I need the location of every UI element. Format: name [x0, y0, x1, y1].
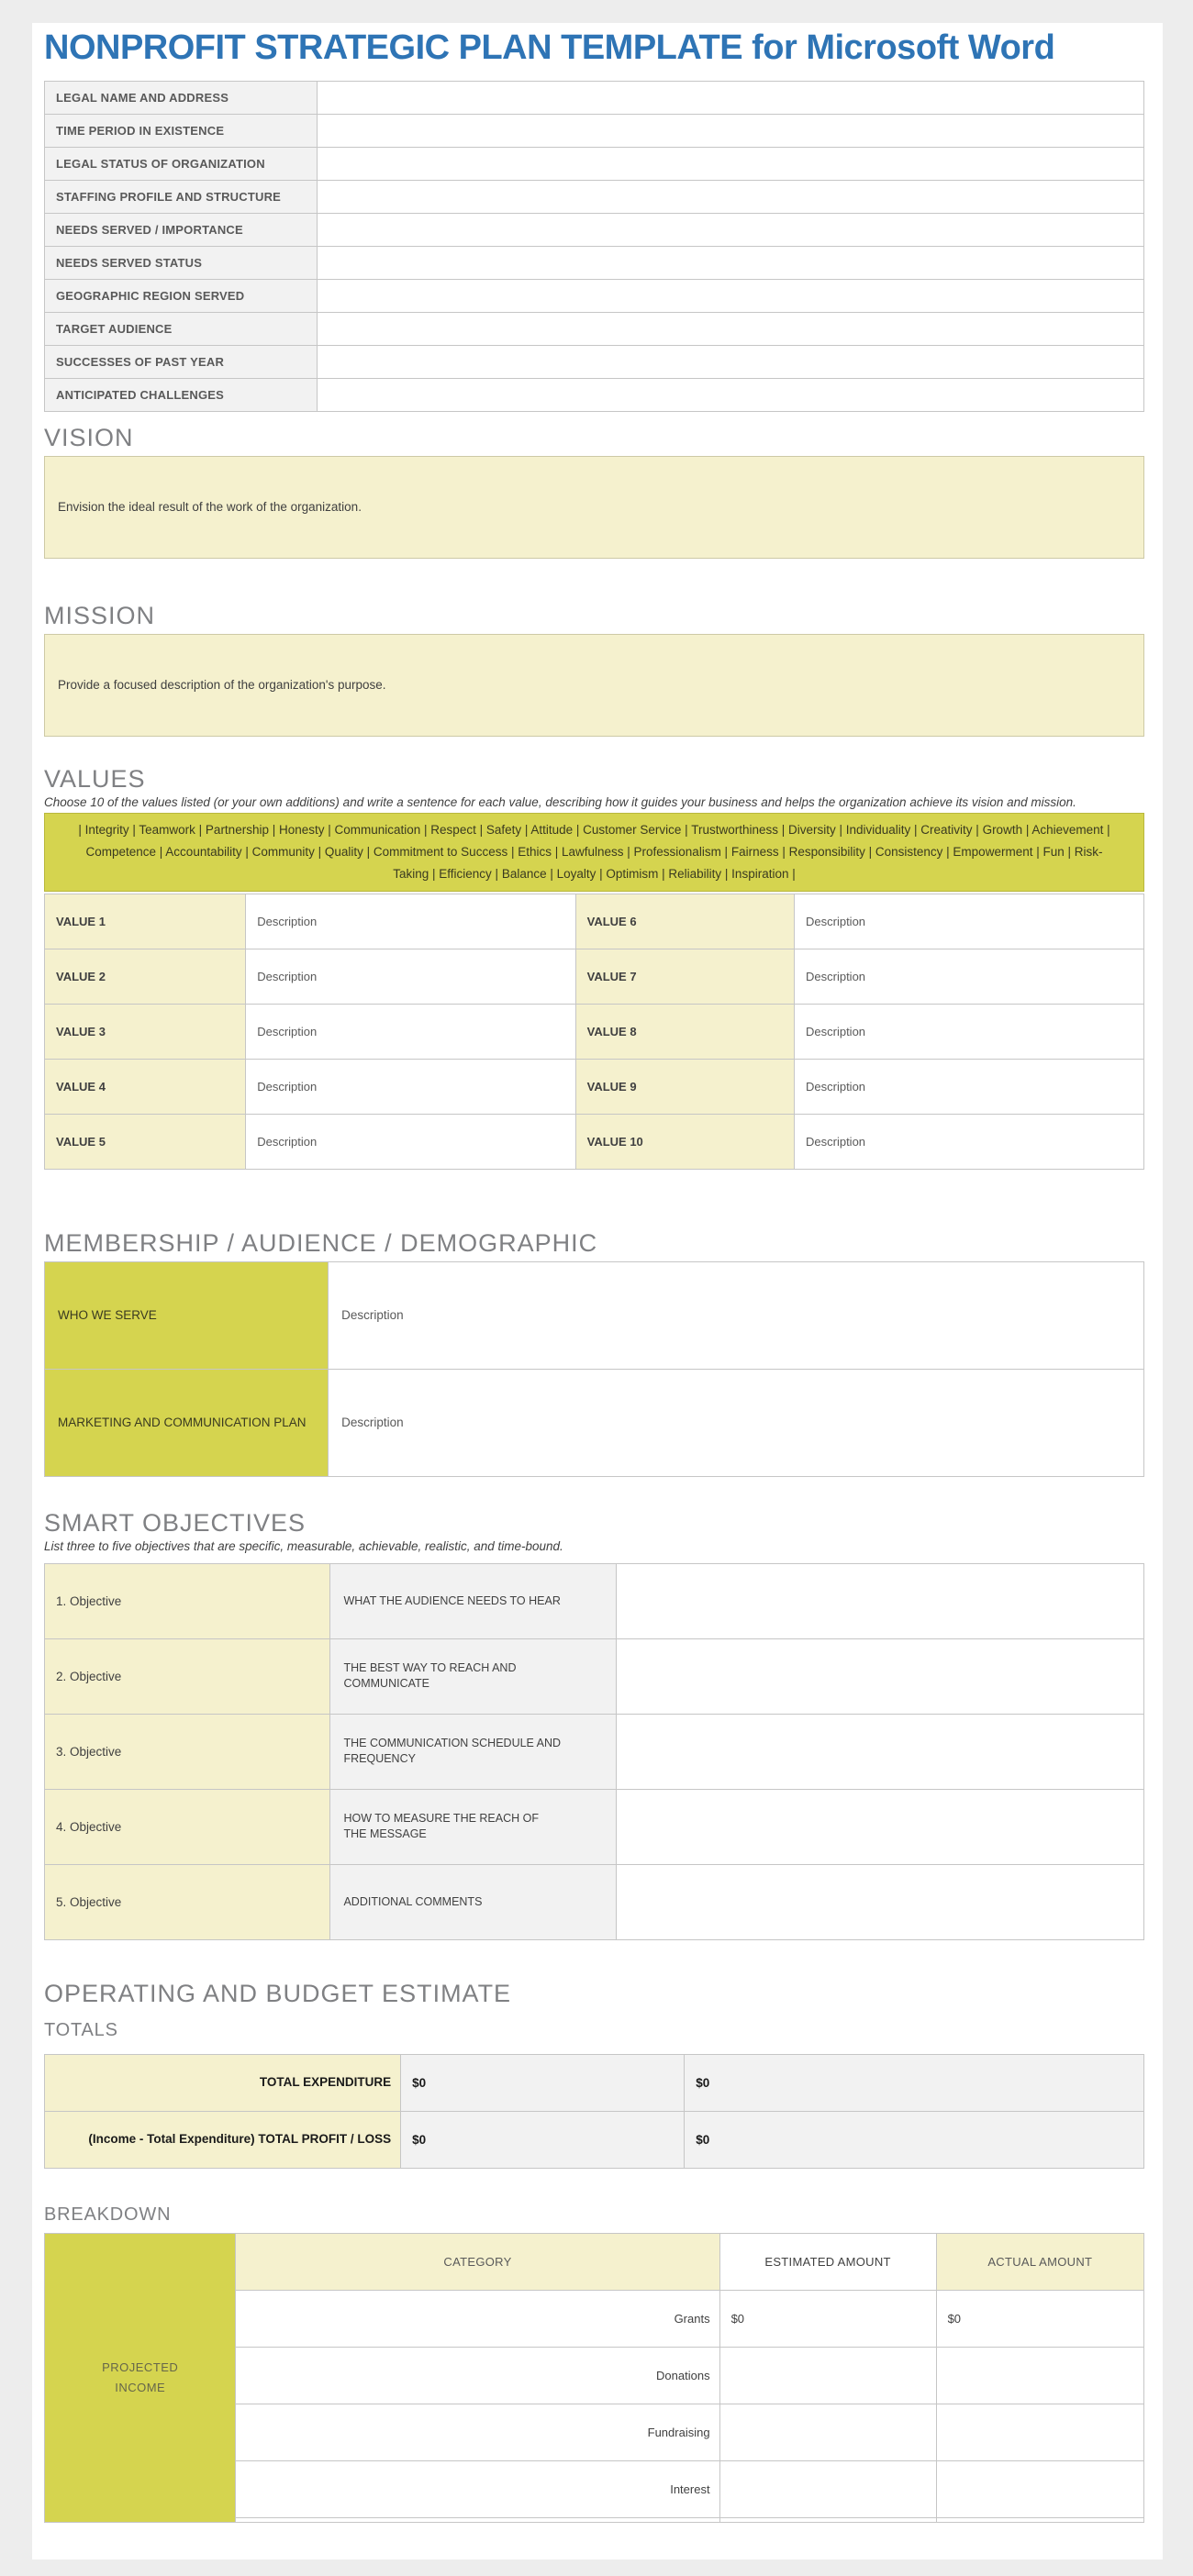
breakdown-actual-input[interactable]: [936, 2460, 1143, 2517]
mission-heading: MISSION: [44, 601, 156, 629]
table-row: [45, 147, 1144, 180]
values-heading: VALUES: [44, 764, 146, 793]
smart-objectives-heading: SMART OBJECTIVES: [44, 1508, 307, 1537]
table-row: [45, 1638, 1144, 1714]
values-table: [44, 894, 1144, 1170]
objective-label: 4. Objective: [45, 1789, 330, 1864]
table-row: [45, 1714, 1144, 1789]
value-description-input[interactable]: Description: [246, 1059, 575, 1114]
mission-placeholder: Provide a focused description of the organization's purpose.: [58, 678, 386, 693]
breakdown-actual-input: [936, 2517, 1143, 2522]
totals-estimated-input[interactable]: $0: [401, 2054, 685, 2111]
info-row-input[interactable]: [318, 345, 1144, 378]
info-row-input[interactable]: [318, 147, 1144, 180]
vision-input-box[interactable]: [44, 456, 1144, 559]
totals-estimated-input[interactable]: $0: [401, 2111, 685, 2168]
objective-prompt: [330, 1789, 616, 1864]
values-instruction: Choose 10 of the values listed (or your own additions) and write a sentence for each value, describing how it guides your business and helps the organization achieve its vision and mission.: [44, 794, 1076, 809]
table-row: [45, 1261, 1144, 1369]
value-description-input[interactable]: Description: [795, 1059, 1144, 1114]
value-label: VALUE 9: [575, 1059, 794, 1114]
totals-actual-input[interactable]: $0: [685, 2054, 1144, 2111]
info-row-label: NEEDS SERVED STATUS: [45, 246, 318, 279]
value-label: VALUE 5: [45, 1114, 246, 1169]
objective-prompt: [330, 1563, 616, 1638]
info-row-input[interactable]: [318, 312, 1144, 345]
info-row-label: SUCCESSES OF PAST YEAR: [45, 345, 318, 378]
budget-totals-table: [44, 2054, 1144, 2169]
table-row: [45, 2054, 1144, 2111]
page-title: NONPROFIT STRATEGIC PLAN TEMPLATE for Microsoft Word: [44, 28, 1055, 67]
objective-input[interactable]: [616, 1714, 1143, 1789]
breakdown-group-label-text: PROJECTED INCOME: [102, 2359, 179, 2394]
objective-label: 2. Objective: [45, 1638, 330, 1714]
objective-prompt-text: THE BEST WAY TO REACH AND COMMUNICATE: [343, 1661, 517, 1691]
objective-prompt-text: ADDITIONAL COMMENTS: [343, 1894, 483, 1908]
objective-prompt: [330, 1864, 616, 1939]
value-description-input[interactable]: Description: [795, 949, 1144, 1004]
breakdown-estimated-input[interactable]: [719, 2404, 936, 2460]
smart-objectives-instruction: List three to five objectives that are specific, measurable, achievable, realistic, and time-bound.: [44, 1538, 563, 1553]
table-row: [45, 312, 1144, 345]
budget-breakdown-table: [44, 2233, 1144, 2523]
breakdown-category-label: Grants: [236, 2290, 719, 2347]
breakdown-group-label: [45, 2233, 236, 2522]
mission-input-box[interactable]: [44, 634, 1144, 737]
table-row: [45, 1789, 1144, 1864]
membership-heading: MEMBERSHIP / AUDIENCE / DEMOGRAPHIC: [44, 1228, 598, 1257]
value-label: VALUE 8: [575, 1004, 794, 1059]
value-description-input[interactable]: Description: [795, 1004, 1144, 1059]
membership-description-input[interactable]: Description: [329, 1261, 1144, 1369]
table-row: [45, 894, 1144, 949]
table-row: [45, 114, 1144, 147]
value-label: VALUE 7: [575, 949, 794, 1004]
objective-prompt: [330, 1714, 616, 1789]
table-row: [45, 949, 1144, 1004]
totals-row-label: TOTAL EXPENDITURE: [45, 2054, 401, 2111]
objective-prompt: [330, 1638, 616, 1714]
info-row-label: LEGAL NAME AND ADDRESS: [45, 81, 318, 114]
membership-row-label: MARKETING AND COMMUNICATION PLAN: [45, 1369, 329, 1476]
table-row: [45, 2233, 1144, 2290]
objective-input[interactable]: [616, 1563, 1143, 1638]
value-description-input[interactable]: Description: [246, 1114, 575, 1169]
info-row-input[interactable]: [318, 213, 1144, 246]
table-row: [45, 180, 1144, 213]
budget-heading: OPERATING AND BUDGET ESTIMATE: [44, 1979, 512, 2007]
objective-label: 1. Objective: [45, 1563, 330, 1638]
column-header-estimated: ESTIMATED AMOUNT: [719, 2233, 936, 2290]
info-row-input[interactable]: [318, 114, 1144, 147]
table-row: [45, 345, 1144, 378]
value-label: VALUE 6: [575, 894, 794, 949]
value-label: VALUE 10: [575, 1114, 794, 1169]
membership-description-input[interactable]: Description: [329, 1369, 1144, 1476]
table-row: [45, 1369, 1144, 1476]
objective-label: 3. Objective: [45, 1714, 330, 1789]
breakdown-actual-input[interactable]: [936, 2347, 1143, 2404]
objective-input[interactable]: [616, 1638, 1143, 1714]
breakdown-estimated-input[interactable]: [719, 2347, 936, 2404]
breakdown-estimated-input: [719, 2517, 936, 2522]
table-row: [45, 378, 1144, 411]
breakdown-category-label: Interest: [236, 2460, 719, 2517]
info-row-label: GEOGRAPHIC REGION SERVED: [45, 279, 318, 312]
table-row: [45, 279, 1144, 312]
table-row: [45, 246, 1144, 279]
membership-table: [44, 1261, 1144, 1477]
value-description-input[interactable]: Description: [795, 1114, 1144, 1169]
objective-label: 5. Objective: [45, 1864, 330, 1939]
value-description-input[interactable]: Description: [795, 894, 1144, 949]
breakdown-subheading: BREAKDOWN: [44, 2204, 172, 2225]
breakdown-category-label: Fundraising: [236, 2404, 719, 2460]
document-page: [32, 23, 1163, 2559]
table-row: [45, 1114, 1144, 1169]
totals-row-label: (Income - Total Expenditure) TOTAL PROFIT / LOSS: [45, 2111, 401, 2168]
info-row-input[interactable]: [318, 279, 1144, 312]
smart-objectives-table: [44, 1563, 1144, 1940]
breakdown-estimated-input[interactable]: $0: [719, 2290, 936, 2347]
info-row-label: TIME PERIOD IN EXISTENCE: [45, 114, 318, 147]
table-row: [45, 1864, 1144, 1939]
membership-row-label: WHO WE SERVE: [45, 1261, 329, 1369]
info-row-label: ANTICIPATED CHALLENGES: [45, 378, 318, 411]
info-row-label: LEGAL STATUS OF ORGANIZATION: [45, 147, 318, 180]
totals-subheading: TOTALS: [44, 2019, 118, 2040]
vision-placeholder: Envision the ideal result of the work of the organization.: [58, 500, 362, 515]
breakdown-actual-input[interactable]: $0: [936, 2290, 1143, 2347]
organization-info-table: [44, 81, 1144, 412]
totals-actual-input[interactable]: $0: [685, 2111, 1144, 2168]
value-description-input[interactable]: Description: [246, 949, 575, 1004]
value-label: VALUE 2: [45, 949, 246, 1004]
breakdown-category-label: Donations: [236, 2347, 719, 2404]
column-header-category: CATEGORY: [236, 2233, 719, 2290]
value-description-input[interactable]: Description: [246, 894, 575, 949]
vision-heading: VISION: [44, 423, 134, 451]
breakdown-estimated-input[interactable]: [719, 2460, 936, 2517]
table-row: [45, 1004, 1144, 1059]
values-list-box: | Integrity | Teamwork | Partnership | Honesty | Communication | Respect | Safety | Attitude | Customer Service | Trustworthiness | Diversity | Individuality | Creativity | Growth | Achievement | Competence | Accountability | Community | Quality | Commitment to Success | Ethics | Lawfulness | Professionalism | Fairness | Responsibility | Consistency | Empowerment | Fun | Risk-Taking | Efficiency | Balance | Loyalty | Optimism | Reliability | Inspiration |: [44, 813, 1144, 892]
value-label: VALUE 1: [45, 894, 246, 949]
objective-prompt-text: HOW TO MEASURE THE REACH OF THE MESSAGE: [343, 1812, 539, 1841]
table-row: [45, 213, 1144, 246]
value-label: VALUE 3: [45, 1004, 246, 1059]
info-row-input[interactable]: [318, 81, 1144, 114]
info-row-input[interactable]: [318, 378, 1144, 411]
breakdown-actual-input[interactable]: [936, 2404, 1143, 2460]
objective-input[interactable]: [616, 1864, 1143, 1939]
breakdown-category-label: [236, 2517, 719, 2522]
objective-prompt-text: THE COMMUNICATION SCHEDULE AND FREQUENCY: [343, 1737, 562, 1766]
table-row: [45, 1059, 1144, 1114]
info-row-label: STAFFING PROFILE AND STRUCTURE: [45, 180, 318, 213]
info-row-input[interactable]: [318, 246, 1144, 279]
info-row-input[interactable]: [318, 180, 1144, 213]
value-description-input[interactable]: Description: [246, 1004, 575, 1059]
value-label: VALUE 4: [45, 1059, 246, 1114]
info-row-label: NEEDS SERVED / IMPORTANCE: [45, 213, 318, 246]
objective-input[interactable]: [616, 1789, 1143, 1864]
table-row: [45, 2111, 1144, 2168]
column-header-actual: ACTUAL AMOUNT: [936, 2233, 1143, 2290]
table-row: [45, 81, 1144, 114]
table-row: [45, 1563, 1144, 1638]
objective-prompt-text: WHAT THE AUDIENCE NEEDS TO HEAR: [343, 1593, 561, 1607]
info-row-label: TARGET AUDIENCE: [45, 312, 318, 345]
